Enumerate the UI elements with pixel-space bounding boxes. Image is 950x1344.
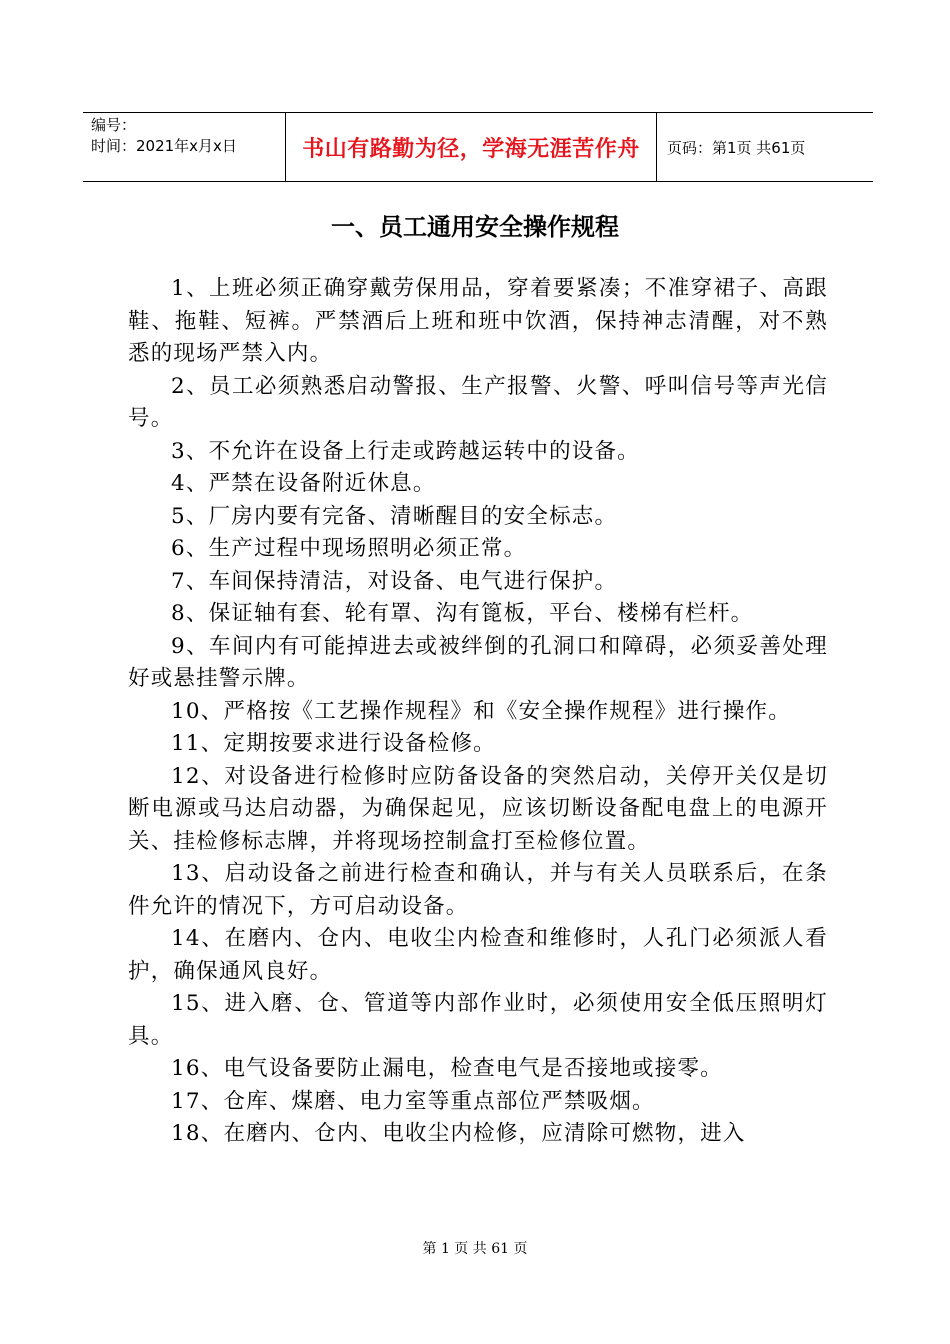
- paragraph-3: 3、不允许在设备上行走或跨越运转中的设备。: [171, 438, 640, 464]
- paragraph-5: 5、厂房内要有完备、清晰醒目的安全标志。: [171, 503, 618, 529]
- header-info-cell: [83, 113, 285, 181]
- paragraph-2: 2、员工必须熟悉启动警报、生产报警、火警、呼叫信号等声光信号。: [128, 373, 828, 431]
- header-page-cell: [657, 113, 873, 181]
- header-table: [83, 112, 873, 182]
- paragraph-16: 16、电气设备要防止漏电，检查电气是否接地或接零。: [171, 1056, 723, 1081]
- paragraph-9: 9、车间内有可能掉进去或被绊倒的孔洞口和障碍，必须妥善处理好或悬挂警示牌。: [128, 633, 828, 691]
- document-title: 一、员工通用安全操作规程: [331, 213, 619, 241]
- paragraph-18: 18、在磨内、仓内、电收尘内检修，应清除可燃物，进入: [171, 1121, 746, 1146]
- paragraph-6: 6、生产过程中现场照明必须正常。: [171, 536, 527, 561]
- paragraph-11: 11、定期按要求进行设备检修。: [171, 731, 496, 756]
- document-body: [128, 273, 828, 1151]
- header-motto-cell: [285, 113, 657, 181]
- paragraph-15: 15、进入磨、仓、管道等内部作业时，必须使用安全低压照明灯具。: [128, 991, 828, 1049]
- page-label: 页码：第1页 共61页: [667, 138, 806, 157]
- paragraph-7: 7、车间保持清洁，对设备、电气进行保护。: [171, 568, 618, 594]
- paragraph-8: 8、保证轴有套、轮有罩、沟有篦板，平台、楼梯有栏杆。: [171, 601, 754, 626]
- paragraph-12: 12、对设备进行检修时应防备设备的突然启动，关停开关仅是切断电源或马达启动器，为确保起见，应该切断设备配电盘上的电源开关、挂检修标志牌，并将现场控制盒打至检修位置。: [128, 763, 828, 854]
- paragraph-10: 10、严格按《工艺操作规程》和《安全操作规程》进行操作。: [171, 698, 791, 724]
- paragraph-1: 1、上班必须正确穿戴劳保用品，穿着要紧凑；不准穿裙子、高跟鞋、拖鞋、短裤。严禁酒后上班和班中饮酒，保持神志清醒，对不熟悉的现场严禁入内。: [128, 276, 828, 366]
- paragraph-4: 4、严禁在设备附近休息。: [171, 471, 436, 496]
- time-label: 时间：2021年x月x日: [91, 137, 237, 155]
- page-footer: 第 1 页 共 61 页: [422, 1241, 528, 1257]
- number-label: 编号：: [91, 116, 137, 134]
- paragraph-14: 14、在磨内、仓内、电收尘内检查和维修时，人孔门必须派人看护，确保通风良好。: [128, 926, 828, 984]
- paragraph-17: 17、仓库、煤磨、电力室等重点部位严禁吸烟。: [171, 1088, 655, 1114]
- motto-text: 书山有路勤为径，学海无涯苦作舟: [302, 136, 640, 162]
- paragraph-13: 13、启动设备之前进行检查和确认，并与有关人员联系后，在条件允许的情况下，方可启动设备。: [128, 861, 828, 919]
